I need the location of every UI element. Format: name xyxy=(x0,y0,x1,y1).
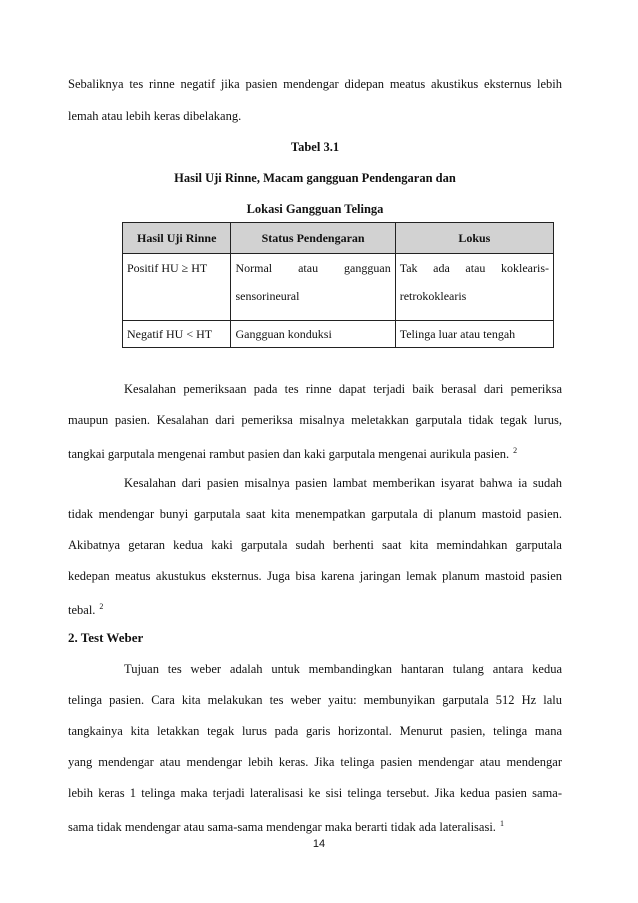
table-cell-hasil: Negatif HU < HT xyxy=(123,321,231,348)
table-header-row xyxy=(123,223,554,254)
reference-superscript: 2 xyxy=(513,446,518,455)
intro-line-2: lemah atau lebih keras dibelakang. xyxy=(68,109,242,123)
section-heading: 2. Test Weber xyxy=(68,630,144,645)
table-row xyxy=(123,254,554,321)
para3-line-2: telinga pasien. Cara kita melakukan tes weber yaitu: membunyikan garputala 512 Hz lalu xyxy=(68,693,562,707)
para2-line-4: kedepan meatus akustukus eksternus. Juga bisa karena jaringan lemak planum mastoid pasien xyxy=(68,569,562,583)
table-row xyxy=(123,321,554,348)
intro-line-1: Sebaliknya tes rinne negatif jika pasien mendengar didepan meatus akustikus eksternus lebih xyxy=(68,77,562,91)
table-header-hasil: Hasil Uji Rinne xyxy=(123,223,231,254)
table-cell-hasil: Positif HU ≥ HT xyxy=(123,254,231,321)
para2-line-5: tebal. $^2$ xyxy=(68,602,104,617)
table-cell-lokus: Tak ada atau koklearis- retrokoklearis xyxy=(395,254,553,321)
table-cell-status: Gangguan konduksi xyxy=(231,321,395,348)
table-header-status: Status Pendengaran xyxy=(231,223,395,254)
table-cell-lokus: Telinga luar atau tengah xyxy=(395,321,553,348)
reference-superscript: 1 xyxy=(499,819,504,828)
para2-line-2: tidak mendengar bunyi garputala saat kita menempatkan garputala di planum mastoid pasien. xyxy=(68,507,562,521)
para1-line-1: Kesalahan pemeriksaan pada tes rinne dapat terjadi baik berasal dari pemeriksa xyxy=(124,382,562,396)
page-number: 14 xyxy=(312,838,326,850)
para1-line-2: maupun pasien. Kesalahan dari pemeriksa misalnya meletakkan garputala tidak tegak lurus, xyxy=(68,413,562,427)
para3-line-3: tangkainya kita letakkan tegak lurus pada garis horizontal. Menurut pasien, telinga mana xyxy=(68,724,562,738)
reference-superscript: 2 xyxy=(99,602,104,611)
para3-line-6: sama tidak mendengar atau sama-sama mendengar maka berarti tidak ada lateralisasi. $^1$ xyxy=(68,819,504,834)
table-title-line-1: Hasil Uji Rinne, Macam gangguan Pendengaran dan xyxy=(174,171,456,185)
para3-line-5: lebih keras 1 telinga maka terjadi lateralisasi ke sisi telinga tersebut. Jika kedua pasien sama- xyxy=(68,786,562,800)
table-cell-status: Normal atau gangguan sensorineural xyxy=(231,254,395,321)
para3-line-4: yang mendengar atau mendengar lebih keras. Jika telinga pasien mendengar atau mendengar xyxy=(68,755,562,769)
table-header-lokus: Lokus xyxy=(395,223,553,254)
table-number: Tabel 3.1 xyxy=(290,140,340,154)
para3-line-1: Tujuan tes weber adalah untuk membandingkan hantaran tulang antara kedua xyxy=(124,662,562,676)
para1-line-3: tangkai garputala mengenai rambut pasien dan kaki garputala mengenai aurikula pasien. $^2$ xyxy=(68,446,518,461)
rinne-table xyxy=(122,222,554,348)
para2-line-1: Kesalahan dari pasien misalnya pasien lambat memberikan isyarat bahwa ia sudah xyxy=(124,476,562,490)
para2-line-3: Akibatnya getaran kedua kaki garputala sudah berhenti saat kita memindahkan garputala xyxy=(68,538,562,552)
table-title-line-2: Lokasi Gangguan Telinga xyxy=(246,202,384,216)
